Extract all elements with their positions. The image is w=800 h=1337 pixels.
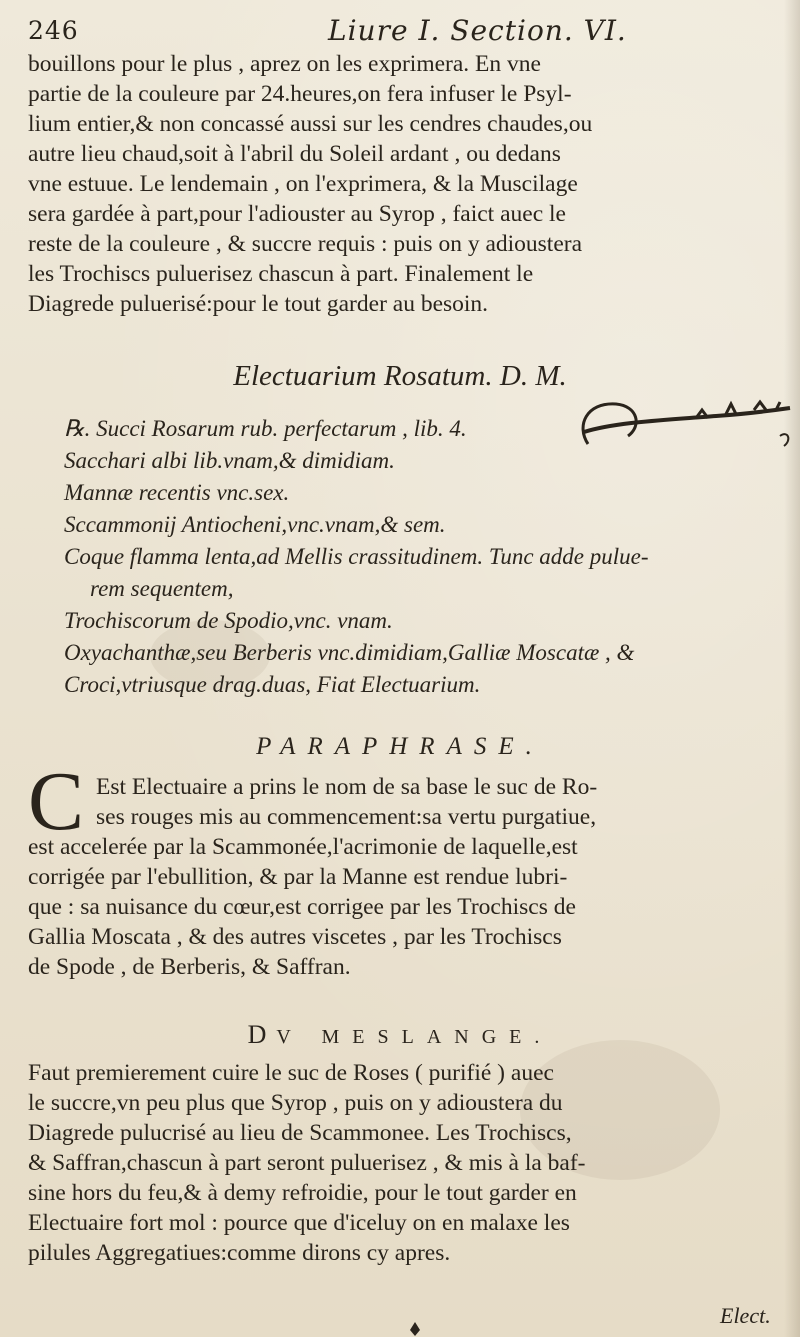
text-line: reste de la couleure , & succre requis : puis on y adioustera: [28, 231, 583, 257]
text-line: les Trochiscs puluerisez chascun à part. Finalement le: [28, 261, 534, 287]
text-line: ses rouges mis au commencement:sa vertu purgatiue,: [96, 804, 597, 830]
text-line: corrigée par l'ebullition, & par la Manne est rendue lubri-: [28, 864, 568, 890]
text-line: Faut premierement cuire le suc de Roses ( purifié ) auec: [28, 1060, 554, 1086]
recipe-line: Sccammonij Antiocheni,vnc.vnam,& sem.: [64, 512, 446, 537]
text-line: que : sa nuisance du cœur,est corrigee par les Trochiscs de: [28, 894, 576, 920]
recipe-line: Croci,vtriusque drag.duas, Fiat Electuarium.: [64, 672, 481, 697]
recipe-line: Trochiscorum de Spodio,vnc. vnam.: [64, 608, 393, 633]
paraphrase-heading: PARAPHRASE.: [256, 733, 544, 760]
paragraph-1: [28, 49, 780, 319]
text-line: pilules Aggregatiues:comme dirons cy apres.: [28, 1240, 451, 1266]
text-line: de Spode , de Berberis, & Saffran.: [28, 954, 351, 980]
page-edge-shadow: [784, 0, 800, 1337]
meslange-paragraph: [28, 1058, 780, 1268]
text-line: Diagrede pulucrisé au lieu de Scammonee. Les Trochiscs,: [28, 1120, 572, 1146]
text-line: & Saffran,chascun à part seront puluerisez , & mis à la baf-: [28, 1150, 586, 1176]
text-line: vne estuue. Le lendemain , on l'exprimera, & la Muscilage: [28, 171, 578, 197]
meslange-heading-rest: V MESLANGE.: [276, 1026, 553, 1048]
recipe-line: rem sequentem,: [90, 576, 234, 601]
meslange-heading-initial: D: [247, 1020, 277, 1049]
text-line: Est Electuaire a prins le nom de sa base le suc de Ro-: [96, 774, 598, 800]
recipe-line: Oxyachanthæ,seu Berberis vnc.dimidiam,Galliæ Moscatæ , &: [64, 640, 635, 665]
recipe-line: Sacchari albi lib.vnam,& dimidiam.: [64, 448, 395, 473]
catchword: Elect.: [720, 1303, 771, 1328]
printer-ornament-icon: [400, 1320, 430, 1337]
page-header: [28, 12, 788, 48]
paraphrase-paragraph: [28, 772, 780, 982]
recipe-line: ℞. Succi Rosarum rub. perfectarum , lib. 4.: [64, 416, 467, 441]
recipe-line: Mannæ recentis vnc.sex.: [64, 480, 290, 505]
text-line: bouillons pour le plus , aprez on les exprimera. En vne: [28, 51, 541, 77]
text-line: le succre,vn peu plus que Syrop , puis on y adioustera du: [28, 1090, 563, 1116]
text-line: lium entier,& non concassé aussi sur les cendres chaudes,ou: [28, 111, 593, 137]
running-head: Liure I. Section. VI.: [328, 14, 627, 47]
text-line: Diagrede puluerisé:pour le tout garder au besoin.: [28, 291, 489, 317]
text-line: Electuaire fort mol : pource que d'iceluy on en malaxe les: [28, 1210, 570, 1236]
recipe-line: Coque flamma lenta,ad Mellis crassitudinem. Tunc adde pulue-: [64, 544, 649, 569]
meslange-heading: [0, 1020, 800, 1050]
drop-cap: C: [28, 755, 85, 848]
text-line: partie de la couleure par 24.heures,on fera infuser le Psyl-: [28, 81, 572, 107]
text-line: autre lieu chaud,soit à l'abril du Soleil ardant , ou dedans: [28, 141, 561, 167]
page-number: 246: [28, 16, 79, 45]
text-line: Gallia Moscata , & des autres viscetes , par les Trochiscs: [28, 924, 562, 950]
text-line: est accelerée par la Scammonée,l'acrimonie de laquelle,est: [28, 834, 578, 860]
text-line: sine hors du feu,& à demy refroidie, pour le tout garder en: [28, 1180, 577, 1206]
text-line: sera gardée à part,pour l'adiouster au Syrop , faict auec le: [28, 201, 566, 227]
recipe-title: Electuarium Rosatum. D. M.: [233, 360, 567, 392]
recipe-list: [64, 413, 784, 701]
